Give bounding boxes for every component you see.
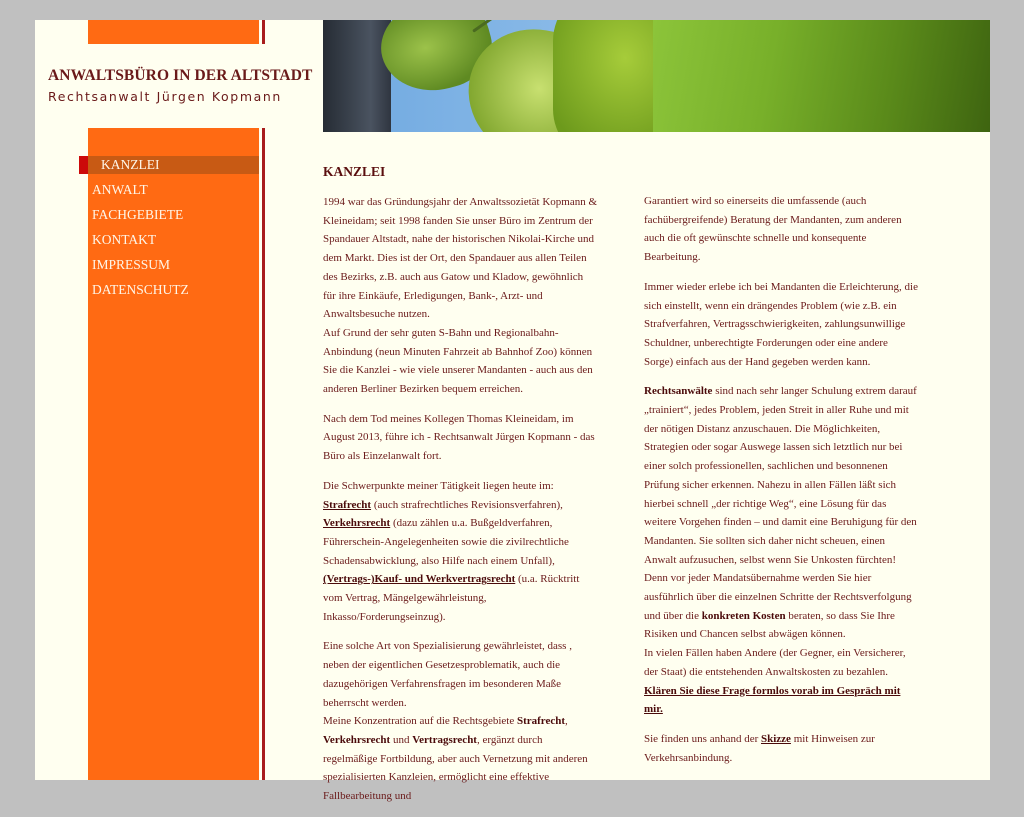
nav-item-anwalt[interactable] [79, 181, 259, 199]
paragraph [323, 193, 598, 399]
content-column-left [323, 193, 598, 817]
bold-text: Strafrecht [516, 715, 566, 728]
header-image-big-leaf [653, 20, 990, 132]
nav-item-label: KONTAKT [92, 232, 157, 247]
text: Eine solche Art von Spezialisierung gewährleistet, dass , neben der eigentlichen Gesetzesproblematik, auch die dazugehörigen Verfahrensfragen im besonderen Maße beherrscht werden. [323, 640, 572, 709]
page-container [35, 20, 990, 803]
text: 1994 war das Gründungsjahr der Anwaltssozietät Kopmann & Kleineidam; seit 1998 fanden Sie unser Büro im Zentrum der Spandauer Altstadt, nahe der historischen Nikolai-Kirche und dem Markt. Dies ist der Ort, den Spandauer aus allen Teilen des Bezirks, z.B. auch aus Gatow und Kladow, gewöhnlich für ihre Einkäufe, Erledigungen, Bank-, Arzt- und Anwaltsbesuche nutzen. [323, 196, 598, 321]
red-divider-side [262, 128, 265, 780]
header-image [323, 20, 990, 132]
nav-item-label: IMPRESSUM [92, 257, 171, 272]
nav-item-impressum[interactable] [79, 256, 259, 274]
main-nav [79, 156, 259, 306]
paragraph [644, 382, 919, 719]
site-title: ANWALTSBÜRO IN DER ALTSTADT [48, 67, 313, 84]
text: , [565, 715, 568, 728]
text: Meine Konzentration auf die Rechtsgebiete [323, 715, 517, 728]
text: (auch strafrechtliches Revisionsverfahren), [371, 498, 563, 511]
text: (u.a. Rücktritt vom Vertrag, Mängelgewährleistung, Inkasso/Forderungseinzug). [323, 573, 580, 623]
text: sind nach sehr langer Schulung extrem darauf „trainiert“, jedes Problem, jeden Streit in aller Ruhe und mit der nötigen Distanz anzuschauen. Die Möglichkeiten, Strategien oder sogar Auswege lassen sich letztlich nur bei einer solch professionellen, sachlichen und besonnenen Prüfung sicher erkennen. Nahezu in allen Fällen läßt sich hierbei schnell „der richtige Weg“, eine Lösung für das weitere Vorgehen finden – und damit eine Beruhigung für den Mandanten. Sie sollten sich daher nicht scheuen, einen Anwalt aufzusuchen, selbst wenn Sie Unkosten fürchten! Denn vor jeder Mandatsübernahme werden Sie hier ausführlich über die einzelnen Schritte der Rechtsverfolgung und über die [644, 385, 917, 622]
nav-item-kontakt[interactable] [79, 231, 259, 249]
nav-item-label: ANWALT [92, 182, 148, 197]
paragraph: Immer wieder erlebe ich bei Mandanten die Erleichterung, die sich einstellt, wenn ein drängendes Problem (wie z.B. ein Strafverfahren, Vertragsschwierigkeiten, zahlungsunwillige Schuldner, unberechtigte Forderungen oder eine andere Sorge) einfach aus der Hand gegeben werden kann. [644, 280, 918, 368]
header-image-post [323, 20, 391, 132]
nav-item-fachgebiete[interactable] [79, 206, 259, 224]
text: Auf Grund der sehr guten S-Bahn und Regionalbahn-Anbindung (neun Minuten Fahrzeit ab Bahnhof Zoo) können Sie die Kanzlei - wie viele unserer Mandanten - auch aus den anderen Berliner Bezirken bequem erreichen. [323, 326, 593, 396]
content-column-right [644, 192, 919, 778]
site-logo[interactable] [48, 67, 328, 104]
bold-text: Vertragsrecht [412, 733, 477, 746]
paragraph: Nach dem Tod meines Kollegen Thomas Kleineidam, im August 2013, führe ich - Rechtsanwalt Jürgen Kopmann - das Büro als Einzelanwalt fort. [323, 412, 595, 463]
link-verkehrsrecht[interactable]: Verkehrsrecht [323, 517, 391, 530]
text: Sie finden uns anhand der [644, 732, 761, 745]
bold-text: konkreten Kosten [701, 609, 786, 622]
page-title: KANZLEI [323, 164, 386, 179]
link-klaeren[interactable]: Klären Sie diese Frage formlos vorab im Gespräch mit mir. [644, 684, 901, 716]
text: (dazu zählen u.a. Bußgeldverfahren, Führerschein-Angelegenheiten sowie die zivilrechtliche Schadensabwicklung, also Hilfe nach einem Unfall), [323, 517, 569, 567]
bold-text: Rechtsanwälte [644, 385, 713, 398]
nav-item-kanzlei[interactable] [79, 156, 259, 174]
text: Die Schwerpunkte meiner Tätigkeit liegen heute im: [323, 479, 554, 492]
text: mit Hinweisen zur Verkehrsanbindung. [644, 732, 875, 764]
text: , ergänzt durch regelmäßige Fortbildung, aber auch Vernetzung mit anderen spezialisierten Kanzleien, ermöglicht eine effektive Fallbearbeitung und [323, 733, 588, 803]
text: und [390, 733, 413, 746]
paragraph [323, 637, 598, 805]
nav-item-label: DATENSCHUTZ [92, 282, 189, 297]
red-divider-top [262, 20, 265, 44]
orange-top-bar [88, 20, 259, 44]
link-vertragsrecht[interactable]: (Vertrags-)Kauf- und Werkvertragsrecht [323, 573, 516, 586]
main-content [323, 164, 943, 803]
text: In vielen Fällen haben Andere (der Gegner, ein Versicherer, der Staat) die entstehenden Anwaltskosten zu bezahlen. [644, 647, 906, 678]
paragraph [644, 730, 919, 767]
link-skizze[interactable]: Skizze [761, 732, 791, 745]
text: beraten, so dass Sie Ihre Risiken und Chancen selbst abwägen können. [644, 609, 895, 641]
nav-item-label: FACHGEBIETE [92, 207, 184, 222]
link-strafrecht[interactable]: Strafrecht [323, 498, 372, 511]
nav-item-label: KANZLEI [101, 157, 160, 172]
site-subtitle: Rechtsanwalt Jürgen Kopmann [48, 89, 282, 104]
paragraph: Garantiert wird so einerseits die umfassende (auch fachübergreifende) Beratung der Mandanten, zum anderen auch die oft gewünschte schnelle und konsequente Bearbeitung. [644, 195, 902, 264]
paragraph [323, 477, 598, 627]
bold-text: Verkehrsrecht [323, 733, 391, 746]
nav-item-datenschutz[interactable] [79, 281, 259, 299]
